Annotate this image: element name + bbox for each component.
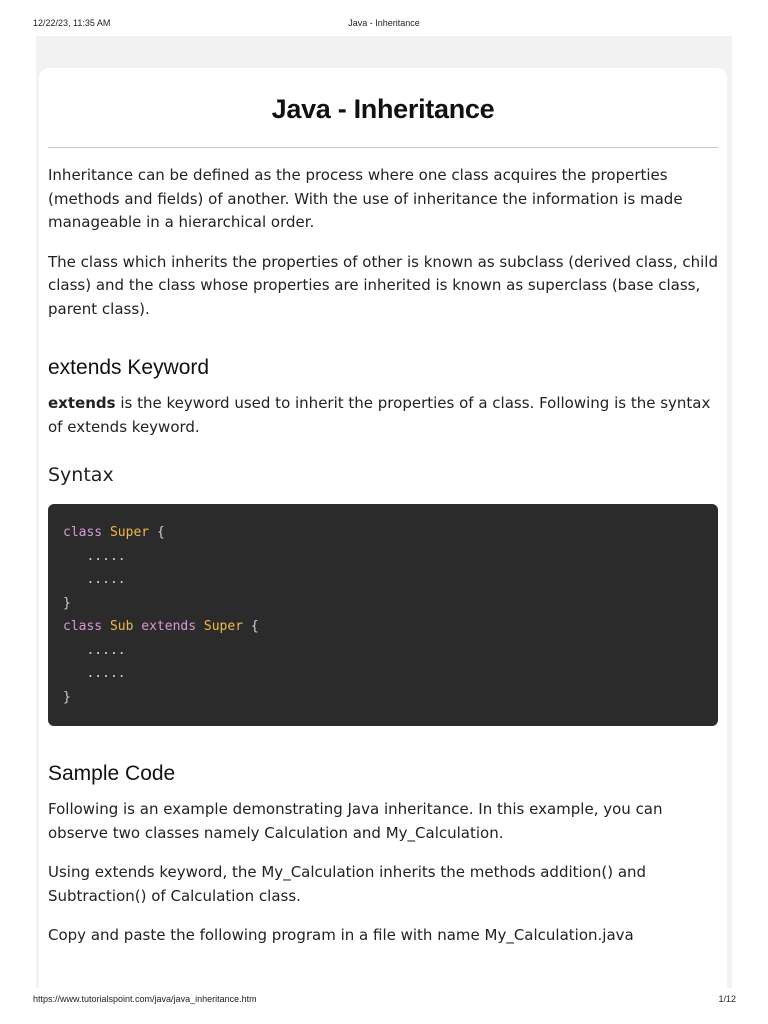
code-line: } xyxy=(63,595,71,611)
sample-code-heading: Sample Code xyxy=(48,762,176,785)
print-page-title: Java - Inheritance xyxy=(348,18,420,28)
syntax-code-block xyxy=(48,504,718,726)
extends-description-text: is the keyword used to inherit the properties of a class. Following is the syntax of extends keyword. xyxy=(48,394,711,436)
print-page-number: 1/12 xyxy=(718,994,736,1004)
article-title: Java - Inheritance xyxy=(271,94,495,124)
article-content xyxy=(48,68,718,948)
title-divider xyxy=(48,147,718,148)
intro-paragraph-2: The class which inherits the properties of other is known as subclass (derived class, child class) and the class whose properties are inherited is known as superclass (base class, parent class). xyxy=(48,252,718,318)
print-url: https://www.tutorialspoint.com/java/java_inheritance.htm xyxy=(33,994,257,1004)
extends-bold-term: extends xyxy=(48,394,116,412)
code-line: ..... xyxy=(86,642,126,658)
print-header xyxy=(0,18,768,32)
code-line: } xyxy=(63,689,71,705)
print-footer xyxy=(0,994,768,1008)
extends-description xyxy=(48,392,718,439)
print-date: 12/22/23, 11:35 AM xyxy=(33,18,111,28)
code-line: ..... xyxy=(86,548,126,564)
sample-paragraph-2: Using extends keyword, the My_Calculation inherits the methods addition() and Subtraction() of Calculation class. xyxy=(48,863,647,905)
code-line: class Super { xyxy=(63,525,165,540)
code-line: class Sub extends Super { xyxy=(63,619,259,634)
extends-keyword-heading: extends Keyword xyxy=(48,356,210,379)
syntax-heading: Syntax xyxy=(48,464,114,486)
sample-paragraph-1: Following is an example demonstrating Java inheritance. In this example, you can observe two classes namely Calculation and My_Calculation. xyxy=(48,800,663,842)
code-line: ..... xyxy=(86,572,126,587)
intro-paragraph-1: Inheritance can be defined as the process where one class acquires the properties (methods and fields) of another. With the use of inheritance the information is made manageable in a hierarchical order. xyxy=(48,166,683,231)
code-line: ..... xyxy=(86,666,126,681)
sample-paragraph-3: Copy and paste the following program in a file with name My_Calculation.java xyxy=(48,926,634,944)
